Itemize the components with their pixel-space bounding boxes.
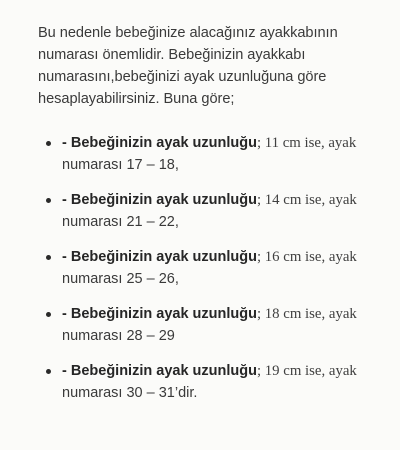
item-line2: numarası 30 – 31’dir. [62,385,198,401]
list-item [38,360,384,404]
item-line2: numarası 17 – 18, [62,157,179,173]
list-item [38,303,384,347]
item-lead: - Bebeğinizin ayak uzunluğu [62,249,257,265]
bullet-icon [46,312,51,317]
item-rest: ; 14 cm ise, ayak [256,192,357,208]
item-line2: numarası 28 – 29 [62,328,175,344]
item-line2: numarası 25 – 26, [62,271,179,287]
intro-paragraph: Bu nedenle bebeğinize alacağınız ayakkabının numarası önemlidir. Bebeğinizin ayakkabı numarasını,bebeğinizi ayak uzunluğuna göre hesaplayabilirsiniz. Buna göre; [38,25,338,107]
item-lead: - Bebeğinizin ayak uzunluğu [62,363,257,379]
bullet-icon [46,198,51,203]
item-rest: ; 18 cm ise, ayak [256,306,357,322]
foot-size-list [38,132,384,404]
item-line2: numarası 21 – 22, [62,214,179,230]
list-item [38,132,384,176]
item-rest: ; 19 cm ise, ayak [256,363,357,379]
bullet-icon [46,141,51,146]
bullet-icon [46,255,51,260]
item-rest: ; 16 cm ise, ayak [256,249,357,265]
item-lead: - Bebeğinizin ayak uzunluğu [62,135,257,151]
item-lead: - Bebeğinizin ayak uzunluğu [62,192,257,208]
item-lead: - Bebeğinizin ayak uzunluğu [62,306,257,322]
bullet-icon [46,369,51,374]
list-item [38,189,384,233]
list-item [38,246,384,290]
item-rest: ; 11 cm ise, ayak [256,135,357,151]
